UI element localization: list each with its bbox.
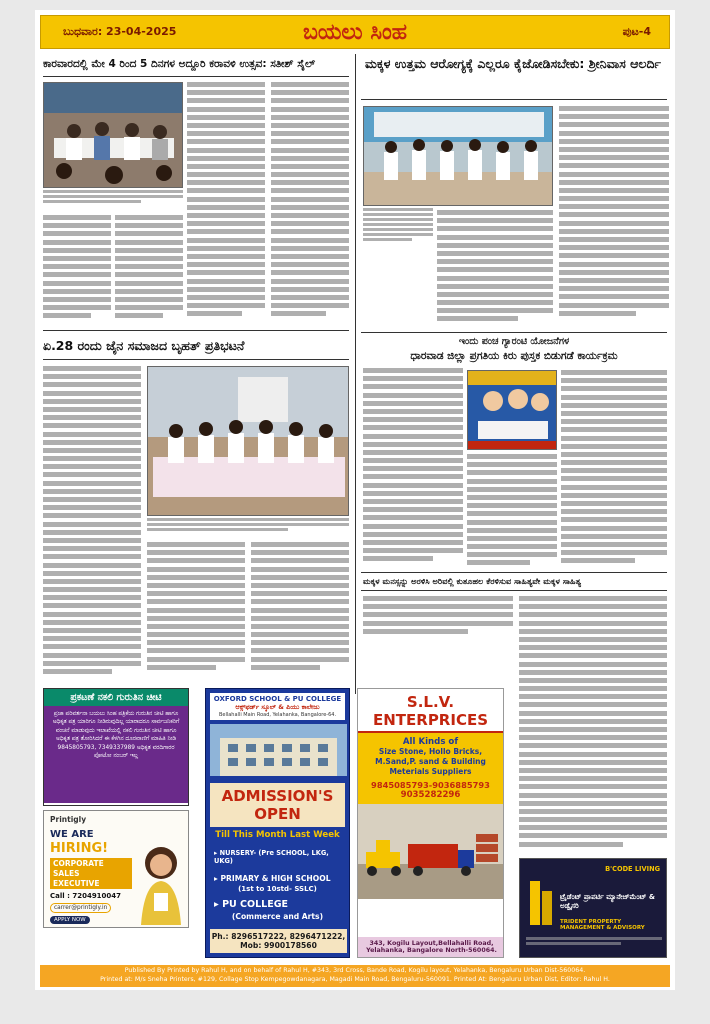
article-body-guarantee-col2 xyxy=(467,454,557,568)
role-l3: CORPORATE xyxy=(53,859,104,868)
role-l4: SALES xyxy=(53,868,80,878)
slv-items: Size Stone, Hollo Bricks, M.Sand,P. sand & Building Meterials Suppliers xyxy=(375,747,486,776)
article-body-jain-col1 xyxy=(43,366,141,684)
headline-jain: ಏ.28 ರಂದು ಜೈನ ಸಮಾಜದ ಬೃಹತ್ ಪ್ರತಿಭಟನೆ xyxy=(43,338,245,353)
issue-date: ಬುಧವಾರ: 23-04-2025 xyxy=(63,25,177,38)
event-photo xyxy=(364,107,553,206)
article-body-karwar-col1 xyxy=(43,215,111,325)
headline-guarantee: ಧಾರವಾಡ ಜಿಲ್ಲಾ ಪ್ರಗತಿಯ ಕಿರು ಪುಸ್ತಕ ಬಿಡುಗಡೆ ಕಾರ್ಯಕ್ರಮ xyxy=(410,350,618,362)
article-body-health-col1 xyxy=(437,210,553,330)
slv-address-line-2: Yelahanka, Bangalore North-560064. xyxy=(366,947,497,954)
headline-health: ಮಕ್ಕಳ ಉತ್ತಮ ಆರೋಗ್ಯಕ್ಕೆ ಎಲ್ಲರೂ ಕೈಜೋಡಿಸಬೇಕು: ಶ್ರೀನಿವಾಸ ಆಲರ್ದಿ xyxy=(364,56,662,71)
caption-health xyxy=(363,208,433,258)
divider xyxy=(43,330,349,331)
slv-address xyxy=(358,937,504,957)
meeting-photo xyxy=(44,83,183,188)
trident-contact-text xyxy=(526,937,662,951)
oxford-name-kn: ಆಕ್ಸ್‌ಫರ್ಡ್ ಸ್ಕೂಲ್ & ಪಿಯು ಕಾಲೇಜು xyxy=(235,703,320,711)
role-l5: EXECUTIVE xyxy=(53,878,100,888)
article-body-karwar-col3 xyxy=(187,82,265,327)
slv-phone-1: 9845085793-9036885793 xyxy=(371,780,490,791)
photo-karwar-meeting xyxy=(43,82,183,188)
article-body-jain-col3 xyxy=(251,542,349,684)
printigly-logo: Printigly xyxy=(50,815,87,824)
trident-name-kn: ಟ್ರೈಡೆಂಟ್ ಪ್ರಾಪರ್ಟಿ ಮ್ಯಾನೇಜ್‌ಮೆಂಟ್ & ಅಡ್ವೈಸರಿ xyxy=(560,893,655,911)
divider xyxy=(361,590,667,591)
building-icon xyxy=(526,877,556,927)
divider xyxy=(361,332,667,333)
article-body-children-col2 xyxy=(519,596,667,854)
kicker-guarantee: ಇಂದು ಪಂಚ ಗ್ಯಾರಂಟಿ ಯೋಜನೆಗಳ xyxy=(458,336,570,347)
photo-jain-meeting xyxy=(147,366,349,516)
notice-body: ಪ್ರಜಾ ಪರಿವರ್ತನಾ ಬಯಲು ಸಿಂಹ ಪತ್ರಿಕೆಯ ಗುರುತಿನ ಚೀಟಿ ಹಾಗೂ ಅಧಿಕೃತ ಪತ್ರ ಯಾರಿಗೂ ನೀಡಿರುವುದಿಲ್ಲ ಯಾರಾದರೂ ಸಾರ್ವಜನಿಕರಿಗೆ ವಂಚನೆ ಮಾಡುವುದು ಇಲಾಖೆಯಲ್ಲಿ ನಕಲಿ ಗುರುತಿನ ಚೀಟಿ ಹಾಗೂ ಅಧಿಕೃತ ಪತ್ರ ತೋರಿಸಿದರೆ ಈ ಕೆಳಗಿನ ದೂರವಾಣಿಗೆ ಮಾಹಿತಿ ನೀಡಿ 9845805793, 7349337989 ಅಧಿಕೃತ ವರದಿಗಾರರ ಪೋಟೋ ನಂಬರ್ ಇಲ್ಲ xyxy=(44,706,188,803)
slv-all-kinds: All Kinds of xyxy=(402,737,459,747)
primary-item: ▸ PRIMARY & HIGH SCHOOL xyxy=(214,874,331,883)
bricks-icon xyxy=(476,834,498,862)
article-body-karwar-col4 xyxy=(271,82,349,327)
admissions-open-banner: ADMISSION'S OPEN xyxy=(210,783,345,827)
admission-deadline: Till This Month Last Week xyxy=(215,830,340,840)
page-number: ಪುಟ-4 xyxy=(622,25,651,38)
oxford-mobile: Mob: 9900178560 xyxy=(240,941,317,950)
nursery-item: ▸ NURSERY- (Pre SCHOOL, LKG, UKG) xyxy=(214,849,329,865)
divider xyxy=(361,99,667,100)
oxford-address: Bellahalli Main Road, Yelahanka, Bangalore-64. xyxy=(218,712,337,718)
hiring-line-1: WE ARE xyxy=(50,829,94,840)
article-body-jain-col2 xyxy=(147,542,245,684)
notice-title: ಪ್ರಕಟಣೆ ನಕಲಿ ಗುರುತಿನ ಚೀಟಿ xyxy=(44,689,188,706)
oxford-name: OXFORD SCHOOL & PU COLLEGE xyxy=(213,695,342,703)
article-body-guarantee-col3 xyxy=(561,370,667,568)
slv-name: S.L.V. ENTERPRICES xyxy=(358,689,503,733)
hiring-line-2: HIRING! xyxy=(50,841,109,856)
masthead xyxy=(40,15,670,49)
woman-photo xyxy=(136,837,186,925)
pu-item-detail: (Commerce and Arts) xyxy=(231,912,324,921)
divider xyxy=(43,76,349,77)
primary-item-detail: (1st to 10std- SSLC) xyxy=(238,885,317,893)
ad-notice xyxy=(43,688,189,806)
oxford-contact xyxy=(210,929,347,953)
headline-children: ಮಕ್ಕಳ ಮನಸ್ಸನ್ನು ಅರಳಿಸಿ ಅರಿವಲ್ಲಿ ಕುತೂಹಲ ಕೆರಳಿಸುವ ಸಾಹಿತ್ಯವೇ ಮಕ್ಕಳ ಸಾಹಿತ್ಯ xyxy=(363,576,582,586)
slv-phone-2: 9035282296 xyxy=(400,790,461,801)
footer-line-1: Published By Printed by Rahul H, and on behalf of Rahul H, #343, 3rd Cross, Bande Road, Kogilu layout, Yelahanka, Bengaluru Urban Dist-560064. xyxy=(124,967,586,974)
booklet-photo xyxy=(468,371,557,450)
caption-jain xyxy=(147,518,349,538)
construction-vehicles-photo xyxy=(358,804,504,899)
article-body-children-col1 xyxy=(363,596,513,636)
printigly-call: Call : 7204910047 xyxy=(50,892,122,900)
caption-karwar xyxy=(43,190,183,210)
apply-now-button: APPLY NOW xyxy=(50,916,90,924)
oxford-header xyxy=(210,693,345,720)
photo-guarantee-booklet xyxy=(467,370,557,450)
divider xyxy=(361,572,667,573)
ad-slv-enterprices xyxy=(357,688,504,958)
article-body-karwar-col2 xyxy=(115,215,183,325)
divider xyxy=(43,359,349,360)
bcode-living-logo: B'CODE LIVING xyxy=(605,865,660,873)
column-separator xyxy=(355,54,356,694)
article-body-guarantee-col1 xyxy=(363,368,463,568)
photo-health-event xyxy=(363,106,553,206)
pu-item: ▸ PU COLLEGE xyxy=(214,899,288,910)
ad-printigly xyxy=(43,810,189,928)
publisher-footer xyxy=(40,965,670,987)
headline-karwar: ಕಾರವಾರದಲ್ಲಿ ಮೇ 4 ರಿಂದ 5 ದಿನಗಳ ಅದ್ದೂರಿ ಕರಾವಳಿ ಉತ್ಸವ: ಸತೀಶ್ ಸೈಲ್ xyxy=(43,58,316,70)
school-building-photo xyxy=(206,724,350,776)
ad-oxford-school xyxy=(205,688,350,958)
printigly-email: carrer@printigly.in xyxy=(50,903,111,913)
newspaper-page xyxy=(35,10,675,990)
jain-meeting-photo xyxy=(148,367,349,516)
article-body-health-col2 xyxy=(559,106,669,328)
hiring-role xyxy=(50,858,132,889)
slv-products xyxy=(358,733,503,804)
slv-address-line-1: 343, Kogilu Layout,Bellahalli Road, xyxy=(369,940,494,947)
trident-name-en: TRIDENT PROPERTY MANAGEMENT & ADVISORY xyxy=(560,919,645,931)
footer-line-2: Printed at: M/s Sneha Printers, #129, Collage Stop Kempegowdanagara, Magadi Main Road, Bengaluru-560091. Printed At: Bengaluru Urban Dist, Editor: Rahul H. xyxy=(100,975,610,983)
newspaper-title: ಬಯಲು ಸಿಂಹ xyxy=(302,19,408,45)
ad-trident-property xyxy=(519,858,667,958)
oxford-phone: Ph.: 8296517222, 8296471222, xyxy=(211,932,346,941)
